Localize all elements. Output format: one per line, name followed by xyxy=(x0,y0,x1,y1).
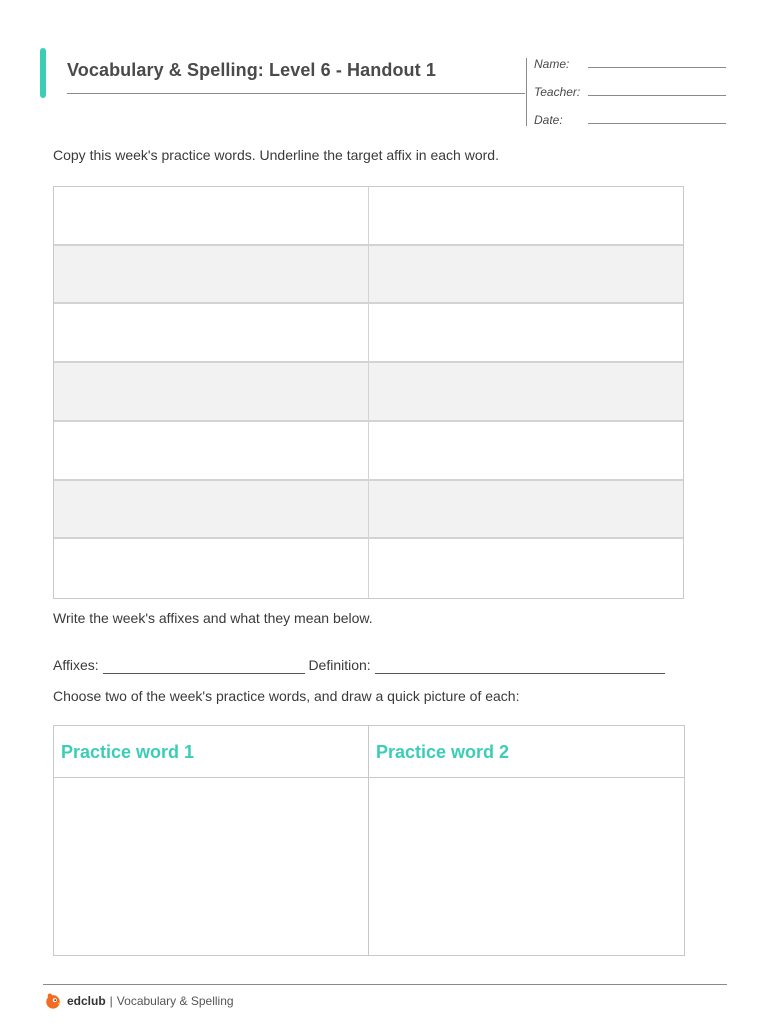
affixes-blank[interactable] xyxy=(103,657,305,674)
drawing-area-1[interactable] xyxy=(54,778,369,955)
teacher-label: Teacher: xyxy=(534,85,581,99)
fields-divider xyxy=(526,58,527,126)
affixes-instruction: Write the week's affixes and what they mean below. xyxy=(53,610,373,626)
word-cell[interactable] xyxy=(54,304,369,363)
word-cell[interactable] xyxy=(54,539,369,598)
definition-label: Definition: xyxy=(308,657,371,673)
word-cell[interactable] xyxy=(369,187,684,246)
name-label: Name: xyxy=(534,57,570,71)
word-cell[interactable] xyxy=(54,422,369,481)
word-cell[interactable] xyxy=(369,304,684,363)
word-cell[interactable] xyxy=(369,481,684,540)
drawing-area-2[interactable] xyxy=(369,778,684,955)
practice-word-1-heading: Practice word 1 xyxy=(54,726,369,778)
title-underline xyxy=(67,93,525,94)
teacher-field[interactable] xyxy=(588,95,726,96)
name-field[interactable] xyxy=(588,67,726,68)
picture-instruction: Choose two of the week's practice words, and draw a quick picture of each: xyxy=(53,688,520,704)
practice-words-table xyxy=(53,186,684,599)
word-cell[interactable] xyxy=(369,539,684,598)
page-title: Vocabulary & Spelling: Level 6 - Handout 1 xyxy=(67,60,436,80)
word-cell[interactable] xyxy=(54,187,369,246)
word-cell[interactable] xyxy=(369,422,684,481)
footer-brand: edclub xyxy=(67,994,106,1008)
date-label: Date: xyxy=(534,113,563,127)
edclub-logo-icon xyxy=(44,992,62,1010)
footer-rule xyxy=(43,984,727,985)
word-cell[interactable] xyxy=(369,246,684,305)
footer xyxy=(44,992,234,1010)
title-accent-bar xyxy=(40,48,46,98)
word-cell[interactable] xyxy=(369,363,684,422)
date-field[interactable] xyxy=(588,123,726,124)
copy-instruction: Copy this week's practice words. Underline the target affix in each word. xyxy=(53,147,499,163)
drawing-table xyxy=(53,725,685,956)
definition-blank[interactable] xyxy=(375,657,665,674)
footer-subject: Vocabulary & Spelling xyxy=(116,994,234,1008)
word-cell[interactable] xyxy=(54,246,369,305)
footer-separator: | xyxy=(109,994,113,1008)
word-cell[interactable] xyxy=(54,363,369,422)
practice-word-2-heading: Practice word 2 xyxy=(369,726,684,778)
word-cell[interactable] xyxy=(54,481,369,540)
affixes-label: Affixes: xyxy=(53,657,99,673)
affixes-line xyxy=(53,657,665,674)
